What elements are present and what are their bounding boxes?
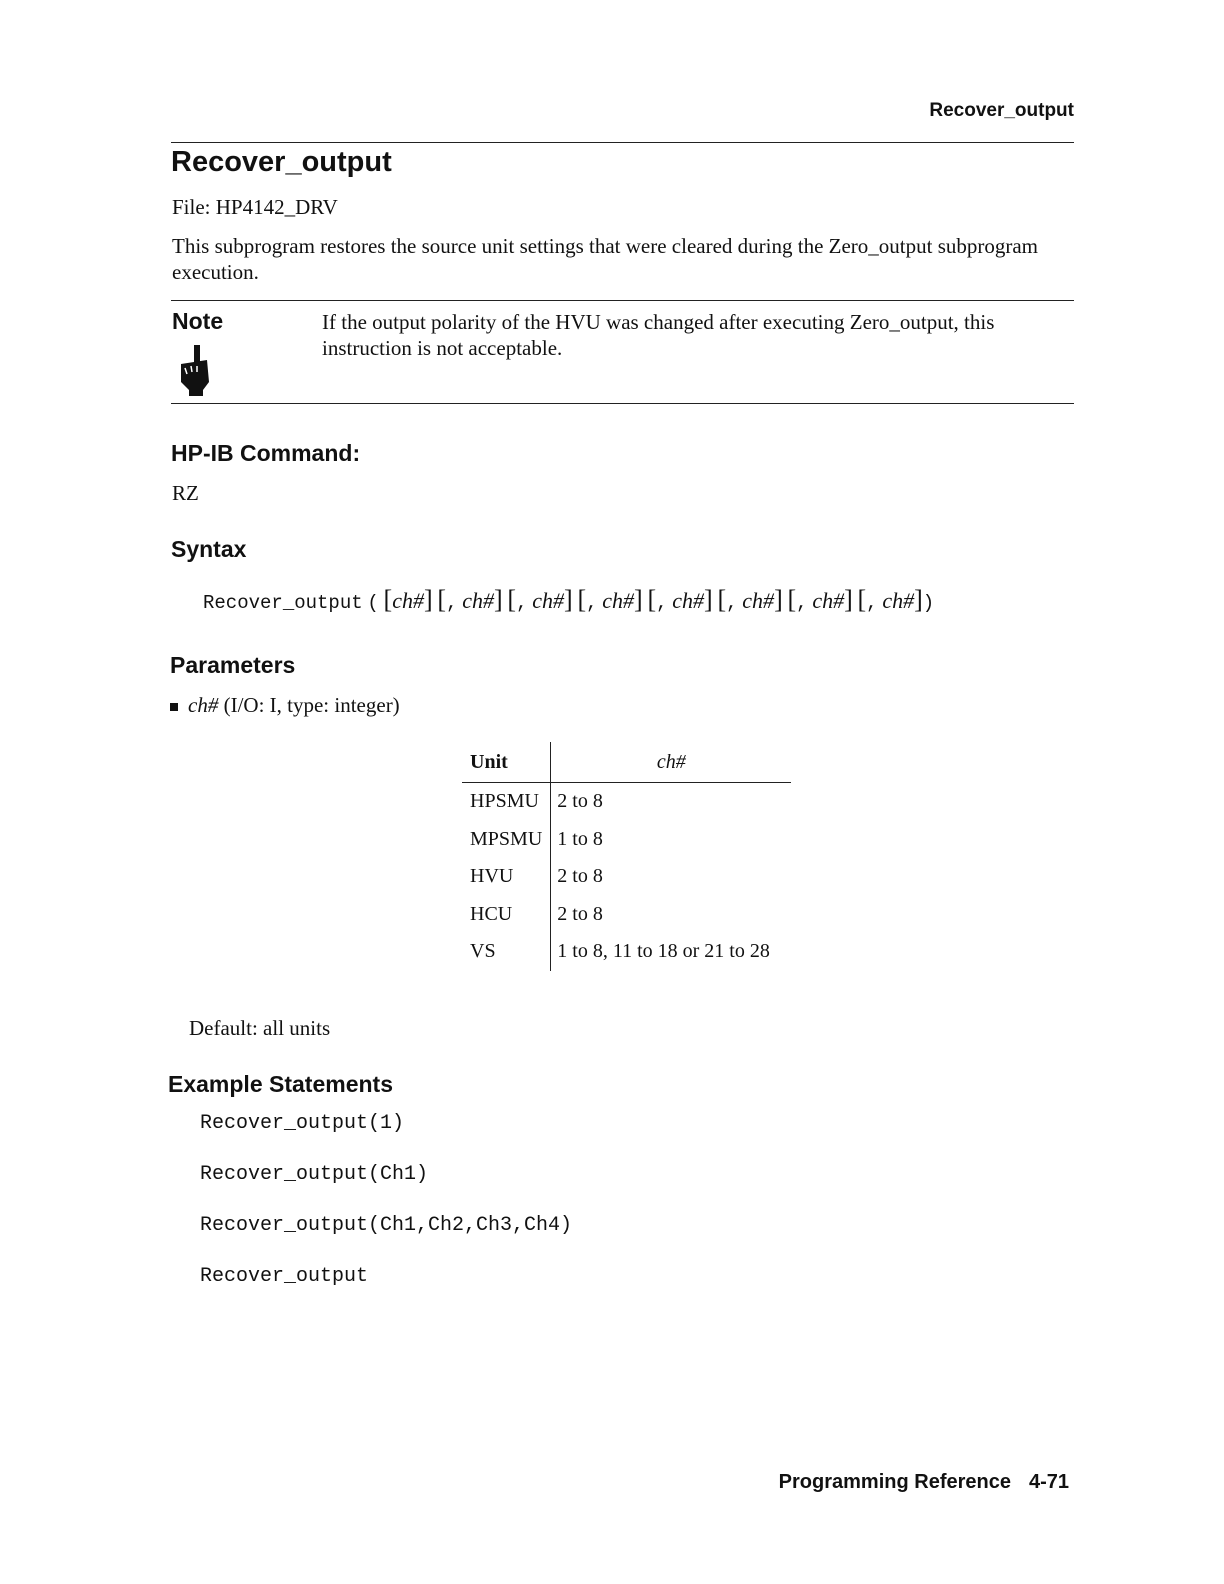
default-value: Default: all units [189,1016,331,1040]
example-line: Recover_output(Ch1) [200,1163,429,1186]
table-cell-range: 2 to 8 [557,865,603,888]
table-cell-range: 1 to 8, 11 to 18 or 21 to 28 [557,940,770,963]
syntax-param: ch# [742,588,775,613]
syntax-param: ch# [392,588,424,613]
syntax-line: Recover_output ( [ch#] [, ch#] [, ch#] [, ch#] [, ch#] [, ch#] [, ch#] [, ch#]) [203,585,935,614]
table-cell-unit: MPSMU [462,821,551,859]
pointing-hand-icon [175,342,215,403]
syntax-comma: , [446,592,458,614]
syntax-comma: , [516,592,528,614]
parameter-name: ch# [188,693,219,717]
example-line: Recover_output(1) [200,1112,405,1135]
table-cell-range: 2 to 8 [557,902,603,925]
table-row [462,858,791,896]
syntax-comma: , [656,592,668,614]
syntax-param: ch# [532,588,565,613]
table-cell-unit: HCU [462,896,551,934]
examples-heading: Example Statements [168,1071,393,1097]
parameter-item [170,692,400,718]
table-header-unit: Unit [462,742,551,783]
table-row [462,783,791,821]
table-row [462,821,791,859]
syntax-comma: , [796,592,808,614]
table-cell-range: 1 to 8 [557,827,603,850]
table-row [462,933,791,971]
syntax-heading: Syntax [171,536,247,562]
unit-channel-table [462,742,791,971]
syntax-param: ch# [602,588,635,613]
hpib-command: RZ [172,481,199,505]
header-rule [171,142,1074,143]
syntax-comma: , [586,592,598,614]
syntax-close-paren: ) [922,592,935,614]
note-label: Note [172,308,224,334]
syntax-comma: , [726,592,738,614]
table-cell-unit: VS [462,933,551,971]
note-text: If the output polarity of the HVU was changed after executing Zero_output, this instruction is not acceptable. [322,310,995,360]
table-row [462,896,791,934]
syntax-open-paren: ( [367,592,379,614]
page-title: Recover_output [171,146,392,178]
table-header-ch: ch# [551,742,792,783]
page-number: 4-71 [1028,1471,1069,1493]
note-top-rule [171,300,1074,301]
note-bottom-rule [171,403,1074,404]
hpib-heading: HP-IB Command: [171,440,361,466]
parameter-description: (I/O: I, type: integer) [223,693,400,717]
syntax-name: Recover_output [203,592,363,614]
table-cell-unit: HPSMU [462,783,551,821]
table-cell-range: 2 to 8 [557,790,603,813]
bullet-icon [170,703,178,711]
table-header-row [462,742,791,783]
table-cell-unit: HVU [462,858,551,896]
syntax-param: ch# [812,588,845,613]
syntax-param: ch# [672,588,705,613]
page-footer [779,1471,1069,1494]
description: This subprogram restores the source unit settings that were cleared during the Zero_output subprogram execution. [172,234,1039,284]
syntax-param: ch# [882,588,915,613]
parameters-heading: Parameters [170,652,296,678]
syntax-param: ch# [462,588,494,613]
file-line: File: HP4142_DRV [172,195,338,219]
footer-section: Programming Reference [778,1471,1011,1493]
syntax-comma: , [866,592,878,614]
running-header: Recover_output [929,100,1074,121]
example-line: Recover_output(Ch1,Ch2,Ch3,Ch4) [200,1214,573,1237]
example-line: Recover_output [200,1265,369,1288]
